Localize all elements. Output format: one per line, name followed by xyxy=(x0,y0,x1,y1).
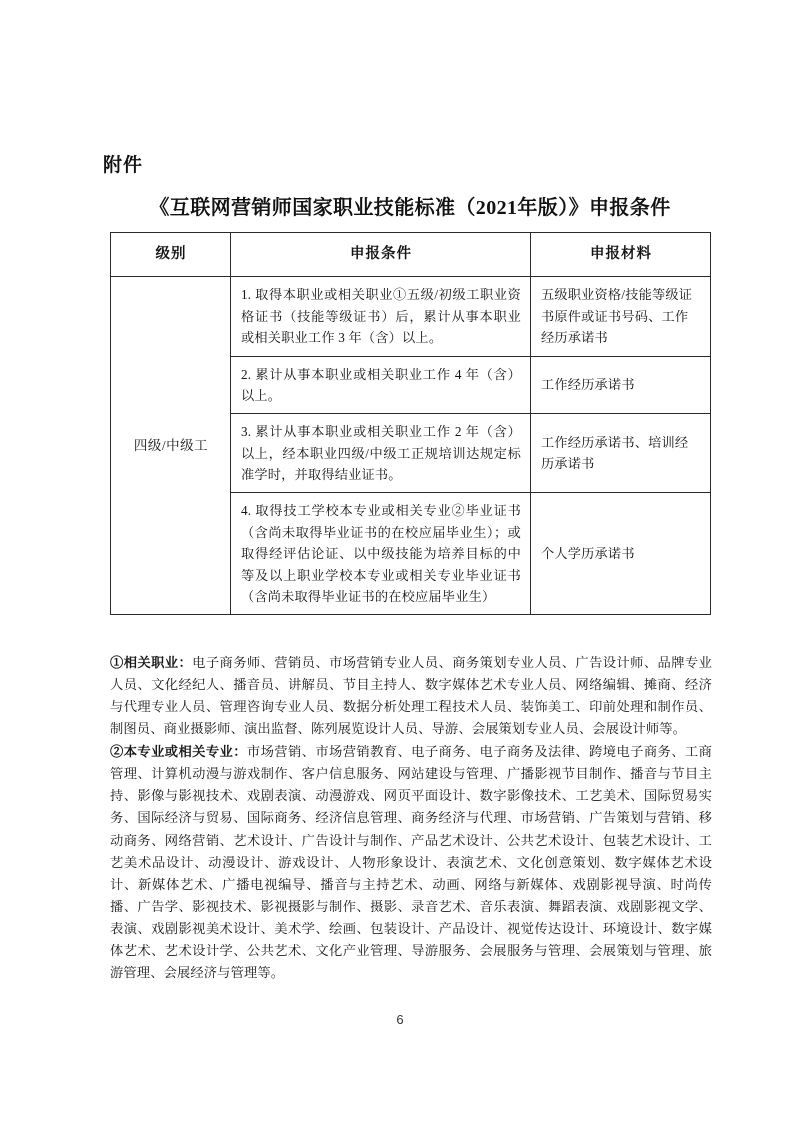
footnote-body: 电子商务师、营销员、市场营销专业人员、商务策划专业人员、广告设计师、品牌专业人员、文化经纪人、播音员、讲解员、节目主持人、数字媒体艺术专业人员、网络编辑、摊商、经济与代理专业人员、管理咨询专业人员、数据分析处理工程技术人员、装饰美工、印前处理和制作员、制图员、商业摄影师、演出监督、陈列展览设计人员、导游、会展策划专业人员、会展设计师等。 xyxy=(110,655,712,737)
cell-material: 工作经历承诺书、培训经历承诺书 xyxy=(531,414,711,493)
column-header-level: 级别 xyxy=(111,233,231,277)
column-header-conditions: 申报条件 xyxy=(231,233,531,277)
attachment-label: 附件 xyxy=(103,155,144,176)
footnote-term: ①相关职业： xyxy=(110,655,193,670)
page-number: 6 xyxy=(396,1012,404,1027)
application-requirements-table xyxy=(110,232,711,615)
cell-condition: 3. 累计从事本职业或相关职业工作 2 年（含）以上，经本职业四级/中级工正规培训达规定标准学时，并取得结业证书。 xyxy=(231,414,531,493)
cell-condition: 1. 取得本职业或相关职业①五级/初级工职业资格证书（技能等级证书）后，累计从事本职业或相关职业工作 3 年（含）以上。 xyxy=(231,277,531,356)
table-header-row xyxy=(111,233,711,277)
cell-material: 工作经历承诺书 xyxy=(531,356,711,414)
footnote-related-occupations xyxy=(110,652,712,740)
page-title: 《互联网营销师国家职业技能标准（2021年版）》申报条件 xyxy=(149,197,671,219)
footnote-body: 市场营销、市场营销教育、电子商务、电子商务及法律、跨境电子商务、工商管理、计算机动漫与游戏制作、客户信息服务、网站建设与管理、广播影视节目制作、播音与节目主持、影像与影视技术、戏剧表演、动漫游戏、网页平面设计、数字影像技术、工艺美术、国际贸易实务、国际经济与贸易、国际商务、经济信息管理、商务经济与代理、市场营销、广告策划与营销、移动商务、网络营销、艺术设计、广告设计与制作、产品艺术设计、公共艺术设计、包装艺术设计、工艺美术品设计、动漫设计、游戏设计、人物形象设计、表演艺术、文化创意策划、数字媒体艺术设计、新媒体艺术、广播电视编导、播音与主持艺术、动画、网络与新媒体、戏剧影视导演、时尚传播、广告学、影视技术、影视摄影与制作、摄影、录音艺术、音乐表演、舞蹈表演、戏剧影视文学、表演、戏剧影视美术设计、美术学、绘画、包装设计、产品设计、视觉传达设计、环境设计、数字媒体艺术、艺术设计学、公共艺术、文化产业管理、导游服务、会展服务与管理、会展策划与管理、旅游管理、会展经济与管理等。 xyxy=(110,744,713,980)
cell-material: 个人学历承诺书 xyxy=(531,493,711,615)
cell-condition: 4. 取得技工学校本专业或相关专业②毕业证书（含尚未取得毕业证书的在校应届毕业生）；或取得经评估论证、以中级技能为培养目标的中等及以上职业学校本专业或相关专业毕业证书（含尚未取得毕业证书的在校应届毕业生） xyxy=(231,493,531,615)
column-header-materials: 申报材料 xyxy=(531,233,711,277)
cell-material: 五级职业资格/技能等级证书原件或证书号码、工作经历承诺书 xyxy=(531,277,711,356)
table-body xyxy=(111,277,711,615)
cell-condition: 2. 累计从事本职业或相关职业工作 4 年（含）以上。 xyxy=(231,356,531,414)
cell-level-value: 四级/中级工 xyxy=(111,277,231,615)
footnote-related-majors xyxy=(110,741,712,984)
table-header xyxy=(111,233,711,277)
footnotes-section xyxy=(110,652,712,985)
table-row xyxy=(111,277,711,356)
footnote-term: ②本专业或相关专业： xyxy=(110,744,247,760)
